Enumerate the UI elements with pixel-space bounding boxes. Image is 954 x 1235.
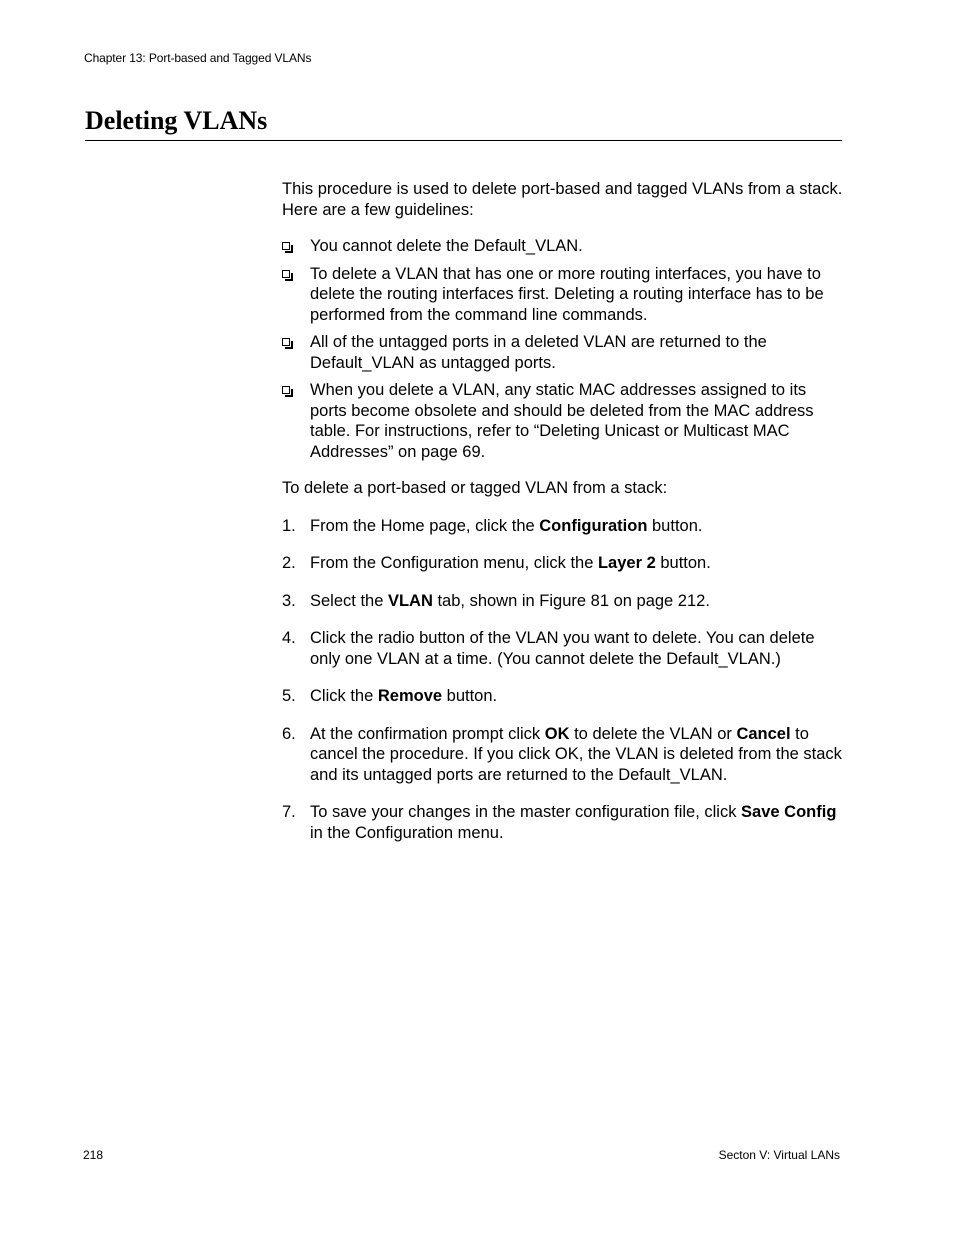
- step-number: 2.: [282, 554, 296, 572]
- procedure-lead: To delete a port-based or tagged VLAN from a stack:: [282, 479, 668, 497]
- guideline-item: [282, 236, 847, 257]
- step-text: Click the: [310, 687, 378, 705]
- step-text: button.: [647, 516, 703, 535]
- step-text: in the Configuration menu.: [310, 823, 504, 842]
- step-emphasis: Cancel: [736, 724, 791, 743]
- step-text: To save your changes in the master configuration file, click: [310, 803, 742, 821]
- step-number: 7.: [282, 803, 296, 821]
- step-text: From the Configuration menu, click the: [310, 554, 598, 572]
- step-text: From the Home page, click the: [310, 516, 540, 535]
- checkbox-bullet-icon: [282, 386, 290, 394]
- checkbox-bullet-icon: [282, 338, 290, 346]
- step-emphasis: Configuration: [539, 516, 648, 535]
- step-emphasis: OK: [544, 724, 570, 743]
- step-item: [282, 802, 847, 843]
- main-content: [282, 179, 847, 860]
- checkbox-bullet-icon: [282, 270, 290, 278]
- step-text: to delete the VLAN or: [569, 724, 737, 743]
- running-head: Chapter 13: Port-based and Tagged VLANs: [84, 51, 312, 65]
- step-number: 5.: [282, 687, 296, 705]
- step-number: 6.: [282, 724, 296, 743]
- step-emphasis: Layer 2: [597, 554, 656, 572]
- guideline-item: [282, 264, 847, 326]
- step-item: [282, 724, 847, 786]
- step-emphasis: Remove: [377, 687, 443, 705]
- step-number: 4.: [282, 629, 296, 647]
- step-number: 3.: [282, 591, 296, 610]
- step-text: tab, shown in Figure 81 on page 212.: [432, 591, 710, 610]
- step-emphasis: VLAN: [387, 591, 433, 610]
- step-item: [282, 686, 847, 707]
- footer-section-name: Secton V: Virtual LANs: [718, 1148, 840, 1162]
- intro-paragraph: This procedure is used to delete port-based and tagged VLANs from a stack. Here are a few guidelines:: [282, 180, 843, 219]
- checkbox-bullet-icon: [282, 242, 290, 250]
- guideline-item: [282, 380, 847, 462]
- step-item: [282, 516, 847, 537]
- step-emphasis: Save Config: [741, 803, 837, 821]
- guideline-text: All of the untagged ports in a deleted VLAN are returned to the Default_VLAN as untagged ports.: [310, 333, 767, 372]
- step-item: [282, 628, 847, 669]
- guideline-text: You cannot delete the Default_VLAN.: [310, 237, 583, 255]
- guideline-item: [282, 332, 847, 373]
- step-item: [282, 591, 847, 612]
- page-title: Deleting VLANs: [85, 106, 268, 135]
- title-rule: [85, 140, 842, 141]
- guideline-text: When you delete a VLAN, any static MAC addresses assigned to its ports become obsolete and should be deleted from the MAC address table. For instructions, refer to “Deleting Unicast or Multicast MAC Addresses” on page 69.: [310, 381, 814, 461]
- step-number: 1.: [282, 516, 296, 535]
- step-text: button.: [655, 554, 711, 572]
- page-number: 218: [83, 1148, 104, 1162]
- step-text: Click the radio button of the VLAN you want to delete. You can delete only one VLAN at a time. (You cannot delete the Default_VLAN.): [310, 629, 815, 668]
- guideline-text: To delete a VLAN that has one or more routing interfaces, you have to delete the routing interfaces first. Deleting a routing interface has to be performed from the command line commands.: [310, 264, 824, 324]
- step-text: to cancel the procedure. If you click OK, the VLAN is deleted from the stack and its untagged ports are returned to the Default_VLAN.: [310, 724, 842, 784]
- steps-list: [282, 516, 847, 844]
- step-text: At the confirmation prompt click: [310, 724, 545, 743]
- step-item: [282, 553, 847, 574]
- step-text: Select the: [310, 591, 388, 610]
- step-text: button.: [442, 687, 498, 705]
- guidelines-list: [282, 236, 847, 462]
